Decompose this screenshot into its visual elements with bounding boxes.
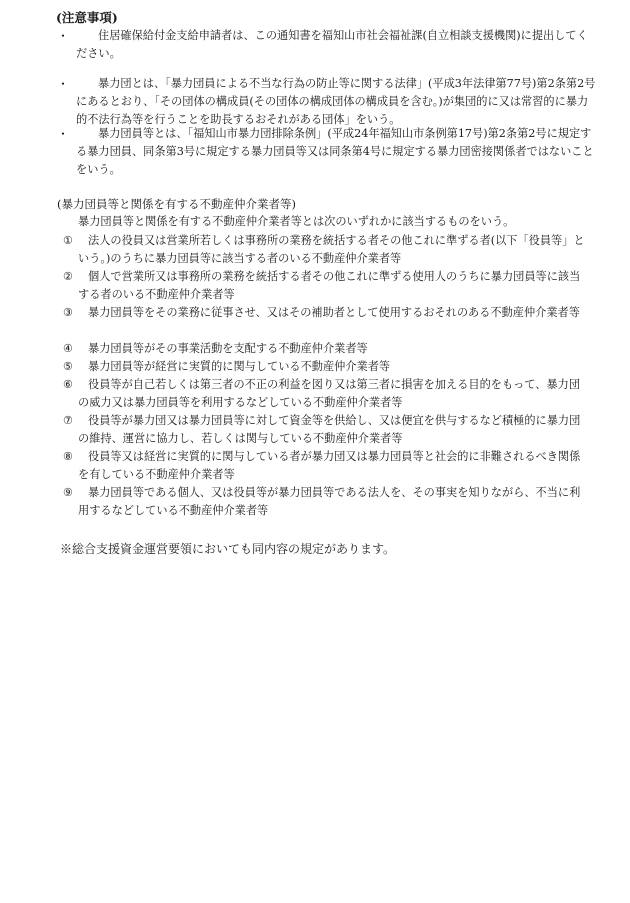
item-number: ③ (63, 306, 74, 319)
item-number: ⑥ (63, 378, 74, 391)
item-number: ④ (63, 342, 74, 355)
item-number: ⑧ (63, 450, 74, 463)
notes-heading: (注意事項) (56, 10, 118, 25)
bullet-text: 住居確保給付金支給申請者は、この通知書を福知山市社会福祉課(自立相談支援機関)に提出してください。 (76, 29, 588, 60)
item-number: ② (63, 270, 74, 283)
item-text: 役員等が自己若しくは第三者の不正の利益を図り又は第三者に損害を加える目的をもって、暴力団の威力又は暴力団員等を利用するなどしている不動産仲介業者等 (78, 378, 581, 409)
bullet-text: 暴力団とは、「暴力団員による不当な行為の防止等に関する法律」(平成3年法律第77号)第2条第2号にあるとおり、「その団体の構成員(その団体の構成団体の構成員を含む。)が集団的に又は常習的に暴力的不法行為等を行うことを助長するおそれがある団体」をいう。 (76, 77, 596, 126)
section-intro: 暴力団員等と関係を有する不動産仲介業者等とは次のいずれかに該当するものをいう。 (78, 215, 515, 228)
item-text: 法人の役員又は営業所若しくは事務所の業務を統括する者その他これに準ずる者(以下「役員等」という。)のうちに暴力団員等に該当する者のいる不動産仲介業者等 (78, 234, 585, 265)
section-title: (暴力団員等と関係を有する不動産仲介業者等) (57, 197, 296, 211)
item-number: ⑨ (63, 486, 74, 499)
item-text: 暴力団員等である個人、又は役員等が暴力団員等である法人を、その事実を知りながら、不当に利用するなどしている不動産仲介業者等 (78, 486, 581, 517)
footer-note: ※総合支援資金運営要領においても同内容の規定があります。 (60, 542, 396, 556)
item-number: ① (63, 234, 74, 247)
bullet-text: 暴力団員等とは、「福知山市暴力団排除条例」(平成24年福知山市条例第17号)第2条第2号に規定する暴力団員、同条第3号に規定する暴力団員等又は同条第4号に規定する暴力団密接関係者ではないことをいう。 (76, 127, 594, 176)
item-text: 暴力団員等がその事業活動を支配する不動産仲介業者等 (88, 342, 368, 355)
bullet-mark: ・ (57, 127, 70, 141)
bullet-mark: ・ (57, 29, 70, 43)
item-number: ⑦ (63, 414, 74, 427)
item-text: 暴力団員等をその業務に従事させ、又はその補助者として使用するおそれのある不動産仲介業者等 (88, 306, 580, 319)
item-text: 役員等が暴力団又は暴力団員等に対して資金等を供給し、又は便宜を供与するなど積極的に暴力団の維持、運営に協力し、若しくは関与している不動産仲介業者等 (78, 414, 581, 445)
item-number: ⑤ (63, 360, 74, 373)
bullet-mark: ・ (57, 77, 70, 91)
item-text: 暴力団員等が経営に実質的に関与している不動産仲介業者等 (88, 360, 391, 373)
item-text: 個人で営業所又は事務所の業務を統括する者その他これに準ずる使用人のうちに暴力団員等に該当する者のいる不動産仲介業者等 (78, 270, 581, 301)
item-text: 役員等又は経営に実質的に関与している者が暴力団又は暴力団員等と社会的に非難されるべき関係を有している不動産仲介業者等 (78, 450, 581, 481)
